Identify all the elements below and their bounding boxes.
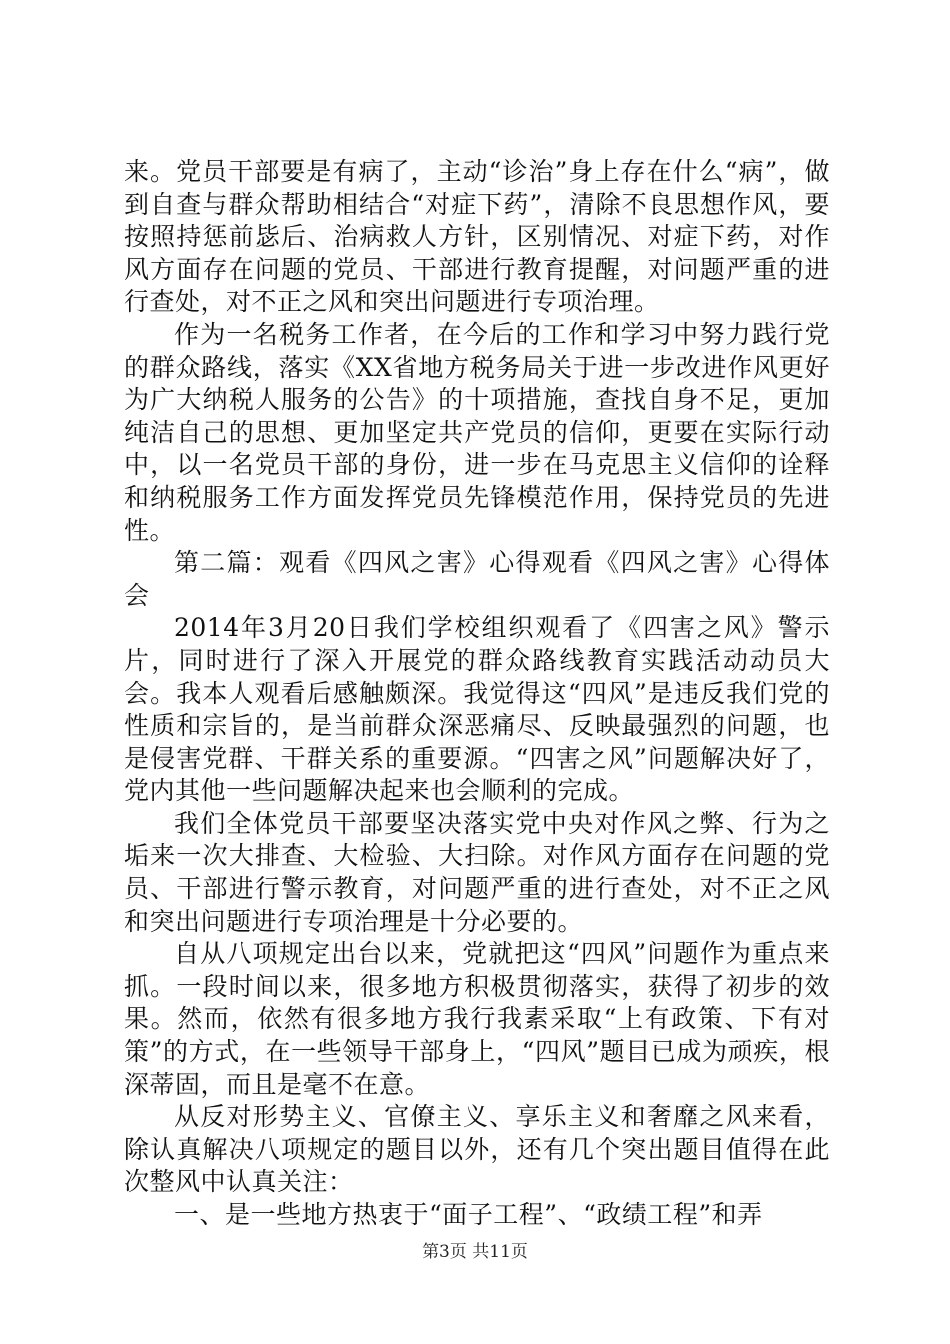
page-number-label: 第3页 共11页	[422, 1242, 528, 1262]
page-footer	[0, 1240, 950, 1264]
paragraph-2: 作为一名税务工作者，在今后的工作和学习中努力践行党的群众路线，落实《XX省地方税务局关于进一步改进作风更好为广大纳税人服务的公告》的十项措施，查找自身不足，更加纯洁自己的思想、更加坚定共产党员的信仰，更要在实际行动中，以一名党员干部的身份，进一步在马克思主义信仰的诠释和纳税服务工作方面发挥党员先锋模范作用，保持党员的先进性。	[124, 319, 830, 545]
document-body	[124, 156, 830, 1232]
paragraph-1: 来。党员干部要是有病了，主动“诊治”身上存在什么“病”，做到自查与群众帮助相结合“对症下药”，清除不良思想作风，要按照持惩前毖后、治病救人方针，区别情况、对症下药，对作风方面存在问题的党员、干部进行教育提醒，对问题严重的进行查处，对不正之风和突出问题进行专项治理。	[124, 157, 830, 317]
paragraph-6: 从反对形势主义、官僚主义、享乐主义和奢靡之风来看，除认真解决八项规定的题目以外，还有几个突出题目值得在此次整风中认真关注：	[124, 1102, 830, 1197]
paragraph-4: 我们全体党员干部要坚决落实党中央对作风之弊、行为之垢来一次大排查、大检验、大扫除。对作风方面存在问题的党员、干部进行警示教育，对问题严重的进行查处，对不正之风和突出问题进行专项治理是十分必要的。	[124, 808, 830, 936]
section-heading: 第二篇：观看《四风之害》心得观看《四风之害》心得体会	[124, 548, 830, 610]
paragraph-5: 自从八项规定出台以来，党就把这“四风”问题作为重点来抓。一段时间以来，很多地方积极贯彻落实，获得了初步的效果。然而，依然有很多地方我行我素采取“上有政策、下有对策”的方式，在一些领导干部身上，“四风”题目已成为顽疾，根深蒂固，而且是毫不在意。	[124, 939, 830, 1099]
paragraph-3: 2014年3月20日我们学校组织观看了《四害之风》警示片，同时进行了深入开展党的群众路线教育实践活动动员大会。我本人观看后感触颇深。我觉得这“四风”是违反我们党的性质和宗旨的，是当前群众深恶痛尽、反映最强烈的问题，也是侵害党群、干群关系的重要源。“四害之风”问题解决好了，党内其他一些问题解决起来也会顺利的完成。	[124, 613, 830, 806]
paragraph-7: 一、是一些地方热衷于“面子工程”、“政绩工程”和弄	[174, 1200, 763, 1229]
